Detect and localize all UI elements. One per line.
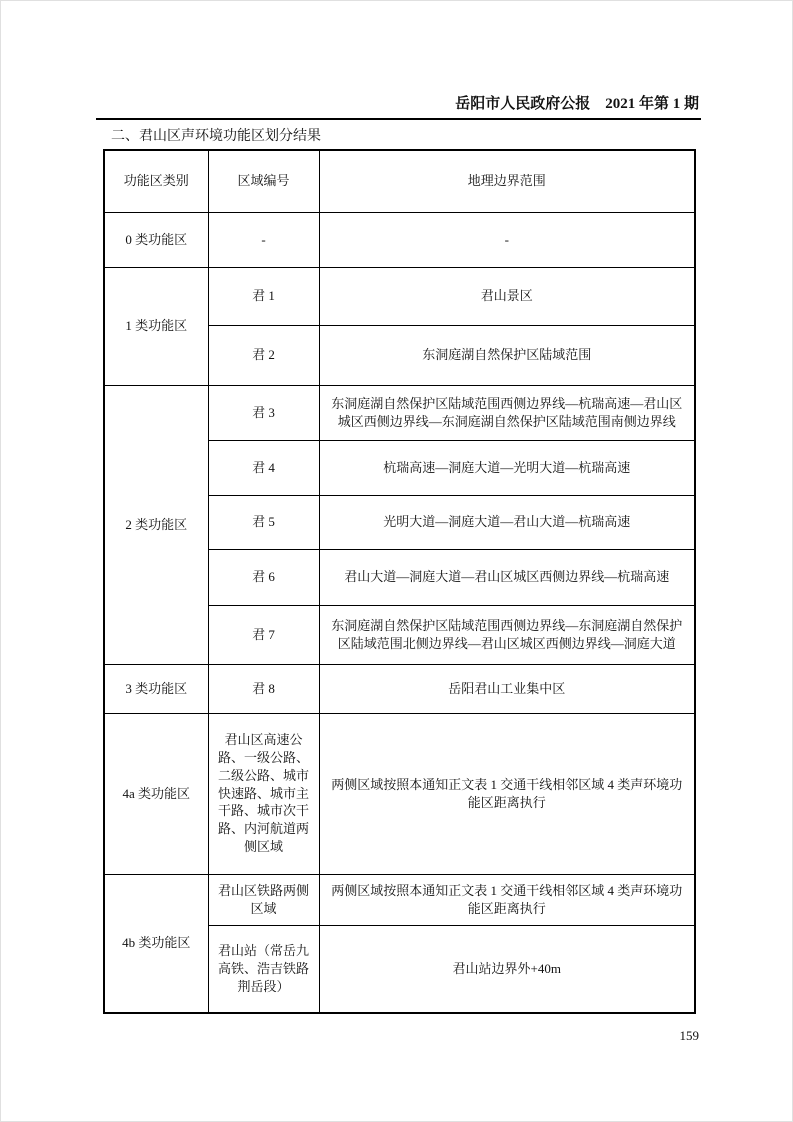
col-header-zone: 区域编号 [208,150,319,212]
boundary-cell: 东洞庭湖自然保护区陆域范围西侧边界线—杭瑞高速—君山区城区西侧边界线—东洞庭湖自然保护区陆域范围南侧边界线 [319,385,695,440]
zone-cell: 君山区高速公路、一级公路、二级公路、城市快速路、城市主干路、城市次干路、内河航道两侧区域 [208,713,319,874]
boundary-cell: 两侧区域按照本通知正文表 1 交通干线相邻区域 4 类声环境功能区距离执行 [319,713,695,874]
table-row [104,267,695,325]
category-cell: 1 类功能区 [104,267,208,385]
section-title: 二、君山区声环境功能区划分结果 [111,129,321,144]
table-header-row [104,150,695,212]
table-row [104,874,695,925]
zone-cell: 君 2 [208,325,319,385]
zone-cell: 君 4 [208,440,319,495]
page-number: 159 [679,1028,699,1043]
header-rule [96,118,701,120]
zone-cell: 君 1 [208,267,319,325]
boundary-cell: 君山景区 [319,267,695,325]
col-header-category: 功能区类别 [104,150,208,212]
boundary-cell: 两侧区域按照本通知正文表 1 交通干线相邻区域 4 类声环境功能区距离执行 [319,874,695,925]
boundary-cell: 岳阳君山工业集中区 [319,664,695,713]
zone-cell: 君 5 [208,495,319,549]
boundary-cell: - [319,212,695,267]
boundary-cell: 光明大道—洞庭大道—君山大道—杭瑞高速 [319,495,695,549]
zone-cell: 君山站（常岳九高铁、浩吉铁路荆岳段） [208,925,319,1013]
category-cell: 3 类功能区 [104,664,208,713]
zone-cell: 君 3 [208,385,319,440]
zone-cell: 君 8 [208,664,319,713]
zone-cell: 君 6 [208,549,319,605]
table-row [104,385,695,440]
zone-cell: 君山区铁路两侧区域 [208,874,319,925]
category-cell: 0 类功能区 [104,212,208,267]
zone-cell: 君 7 [208,605,319,664]
boundary-cell: 东洞庭湖自然保护区陆域范围 [319,325,695,385]
zone-table [103,149,696,1014]
col-header-boundary: 地理边界范围 [319,150,695,212]
table-row [104,212,695,267]
category-cell: 2 类功能区 [104,385,208,664]
boundary-cell: 君山站边界外+40m [319,925,695,1013]
category-cell: 4a 类功能区 [104,713,208,874]
boundary-cell: 杭瑞高速—洞庭大道—光明大道—杭瑞高速 [319,440,695,495]
gazette-title: 岳阳市人民政府公报 2021 年第 1 期 [455,96,699,112]
boundary-cell: 君山大道—洞庭大道—君山区城区西侧边界线—杭瑞高速 [319,549,695,605]
table-row [104,713,695,874]
table-row [104,664,695,713]
boundary-cell: 东洞庭湖自然保护区陆域范围西侧边界线—东洞庭湖自然保护区陆域范围北侧边界线—君山区城区西侧边界线—洞庭大道 [319,605,695,664]
zone-cell: - [208,212,319,267]
category-cell: 4b 类功能区 [104,874,208,1013]
